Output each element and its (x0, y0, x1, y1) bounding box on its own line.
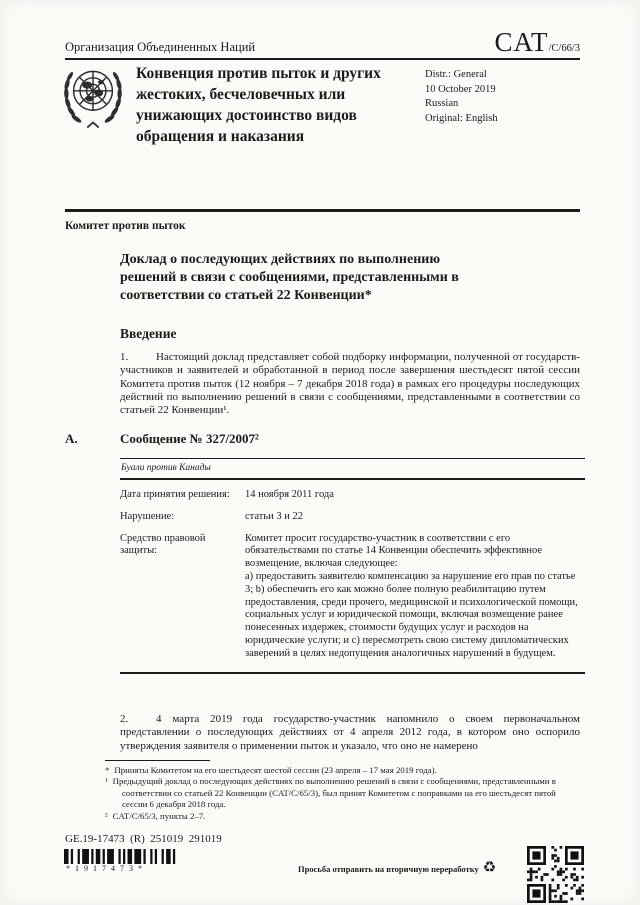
intro-heading: Введение (120, 326, 177, 341)
footnote-ref: ¹ (105, 776, 108, 787)
barcode-icon (64, 849, 182, 864)
paragraph-number: 2. (120, 713, 129, 725)
recycle-note (298, 861, 496, 876)
paragraph-text: 4 марта 2019 года государство-участник напомнило о своем первоначальном представлении о последующих действиях от 4 апреля 2012 года, в котором оно оспорило утверждения заявителя о применении пыток и указало, что оно не намерено (120, 713, 580, 752)
row-label: Нарушение: (120, 510, 175, 522)
barcode-text: *1917473* (66, 864, 147, 873)
remedy-intro: Комитет просит государство-участник в соответствии с его обязательствами по статье 14 Конвенции обеспечить эффективное возмещение, включая следующее: (245, 532, 543, 570)
footnote-text: CAT/C/65/3, пункты 2–7. (112, 810, 206, 821)
case-name: Буали против Канады (120, 459, 585, 480)
footnote-text: Предыдущий доклад о последующих действиях по выполнению решений в связи с сообщениями, представленными в соответствии со статьей 22 Конвенции (CAT/C/65/3), был принят Комитетом с поправками на его шестьдесят пятой сессии 6 декабря 2018 года. (112, 776, 556, 810)
un-emblem-icon (57, 62, 129, 134)
section-letter: A. (65, 431, 78, 446)
case-rows (120, 489, 585, 674)
un-org-name: Организация Объединенных Наций (65, 40, 256, 54)
distr-line: Distr.: General (425, 69, 487, 80)
section-title: Сообщение № 327/2007² (120, 431, 259, 446)
paragraph-1 (120, 351, 580, 417)
footnotes (105, 765, 557, 822)
ge-document-number: GE.19-17473 (R) 251019 291019 (65, 833, 222, 845)
paragraph-number: 1. (120, 351, 129, 363)
table-row (120, 511, 585, 524)
distribution-block (425, 68, 498, 126)
language-line: Russian (425, 98, 459, 109)
row-label: Дата принятия решения: (120, 489, 230, 500)
committee-label: Комитет против пыток (65, 220, 186, 232)
paragraph-text: Настоящий доклад представляет собой подборку информации, полученной от государств-участников и заявителей и обработанной в период после завершения шестьдесят пятой сессии Комитета против пыток (12 ноября – 7 декабря 2018 года) в рамках его процедуры последующих действий по выполнению решений в связи с сообщениями, представленными в соответствии со статьей 22 Конвенции¹. (120, 351, 580, 417)
barcode (64, 849, 184, 873)
paragraph-2 (120, 713, 580, 753)
date-line: 10 October 2019 (425, 83, 496, 95)
masthead-rule (65, 58, 580, 60)
footnote-ref: * (105, 765, 110, 775)
qr-code-icon (527, 846, 584, 903)
original-line: Original: English (425, 112, 498, 124)
footnote (105, 811, 557, 822)
footnote-ref: ² (105, 810, 108, 821)
table-row (120, 489, 585, 502)
row-value (245, 533, 585, 661)
remedy-items: a) предоставить заявителю компенсацию за нарушение его прав по статье 3; b) обеспечить его как можно более полную реабилитацию путем предоставления, среди прочего, медицинской и психологической помощи, социальных услуг и юридической помощи, включая возмещение ранее понесенных издержек, стоимости будущих услуг и расходов на юридические услуги; и c) пересмотреть свою систему дипломатических заверений в целях недопущения аналогичных нарушений в будущем. (245, 570, 578, 659)
table-row (120, 533, 585, 661)
footnote (105, 776, 557, 810)
recycle-note-text: Просьба отправить на вторичную переработку (298, 863, 479, 874)
case-table (120, 458, 585, 674)
recycle-icon: ♻ (482, 860, 497, 876)
row-value: 14 ноября 2011 года (245, 489, 334, 500)
convention-title: Конвенция против пыток и других жестоких, бесчеловечных или унижающих достоинство видов обращения и наказания (136, 65, 381, 145)
row-value: статьи 3 и 22 (245, 510, 304, 522)
doc-symbol-suffix: /C/66/3 (548, 43, 580, 54)
report-title: Доклад о последующих действиях по выполнению решений в связи с сообщениями, представленными в соответствии со статьей 22 Конвенции* (120, 252, 459, 303)
footnote-text: Приняты Комитетом на его шестьдесят шестой сессии (23 апреля – 17 мая 2019 года). (114, 765, 437, 775)
section-rule (65, 209, 580, 212)
section-a-heading (65, 431, 259, 447)
row-label: Средство правовой защиты: (120, 532, 206, 557)
footnote-separator (105, 760, 210, 761)
doc-symbol (494, 27, 580, 58)
footnote (105, 765, 557, 776)
doc-symbol-main: CAT (494, 27, 549, 57)
